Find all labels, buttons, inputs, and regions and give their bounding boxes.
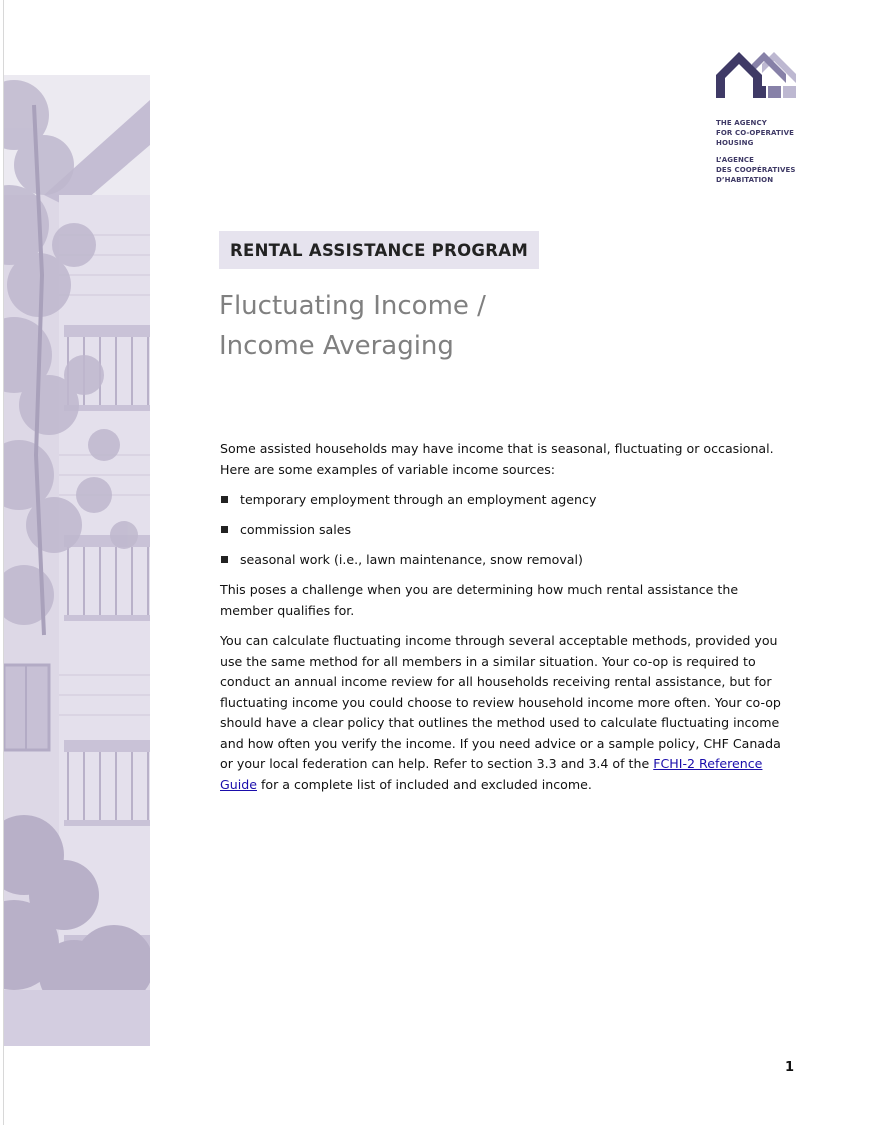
house-logo-icon <box>716 48 796 100</box>
list-item-text: commission sales <box>240 522 352 537</box>
bullet-square-icon <box>221 496 228 503</box>
title-line: Income Averaging <box>219 331 454 361</box>
list-item-text: seasonal work (i.e., lawn maintenance, snow removal) <box>240 552 583 567</box>
logo-fr-line: DES COOPÉRATIVES <box>716 166 796 174</box>
list-item <box>220 520 795 541</box>
logo-fr-line: L’AGENCE <box>716 156 755 164</box>
list-item <box>220 550 795 571</box>
body-text <box>220 439 795 795</box>
intro-paragraph: Some assisted households may have income that is seasonal, fluctuating or occasional. Here are some examples of variable income sources: <box>220 441 774 477</box>
list-item <box>220 490 795 511</box>
logo-en-line: FOR CO-OPERATIVE <box>716 129 794 137</box>
title-line: Fluctuating Income / <box>219 291 486 321</box>
list-item-text: temporary employment through an employment agency <box>240 492 597 507</box>
agency-name <box>716 118 798 185</box>
bullet-square-icon <box>221 556 228 563</box>
logo-fr-line: D’HABITATION <box>716 176 774 184</box>
page-title <box>219 286 486 366</box>
page-number: 1 <box>785 1060 795 1075</box>
challenge-paragraph: This poses a challenge when you are determining how much rental assistance the member qualifies for. <box>220 582 739 618</box>
reference-guide-link[interactable]: FCHI-2 Reference Guide <box>220 756 763 792</box>
income-sources-list <box>220 490 795 571</box>
policy-paragraph <box>220 631 795 795</box>
policy-text: You can calculate fluctuating income through several acceptable methods, provided you use the same method for all members in a similar situation. Your co-op is required to conduct an annual income review for all households receiving rental assistance, but for fluctuating income you could choose to review household income more often. Your co-op should have a clear policy that outlines the method used to calculate fluctuating income and how often you verify the income. If you need advice or a sample policy, CHF Canada or your local federation can help. Refer to section 3.3 and 3.4 of the <box>220 633 781 771</box>
policy-text-end: for a complete list of included and excluded income. <box>256 776 592 792</box>
program-label: RENTAL ASSISTANCE PROGRAM <box>219 231 539 269</box>
bullet-square-icon <box>221 526 228 533</box>
building-photo <box>4 75 150 1046</box>
logo-en-line: HOUSING <box>716 139 754 147</box>
agency-logo <box>716 48 798 185</box>
logo-en-line: THE AGENCY <box>716 119 767 127</box>
